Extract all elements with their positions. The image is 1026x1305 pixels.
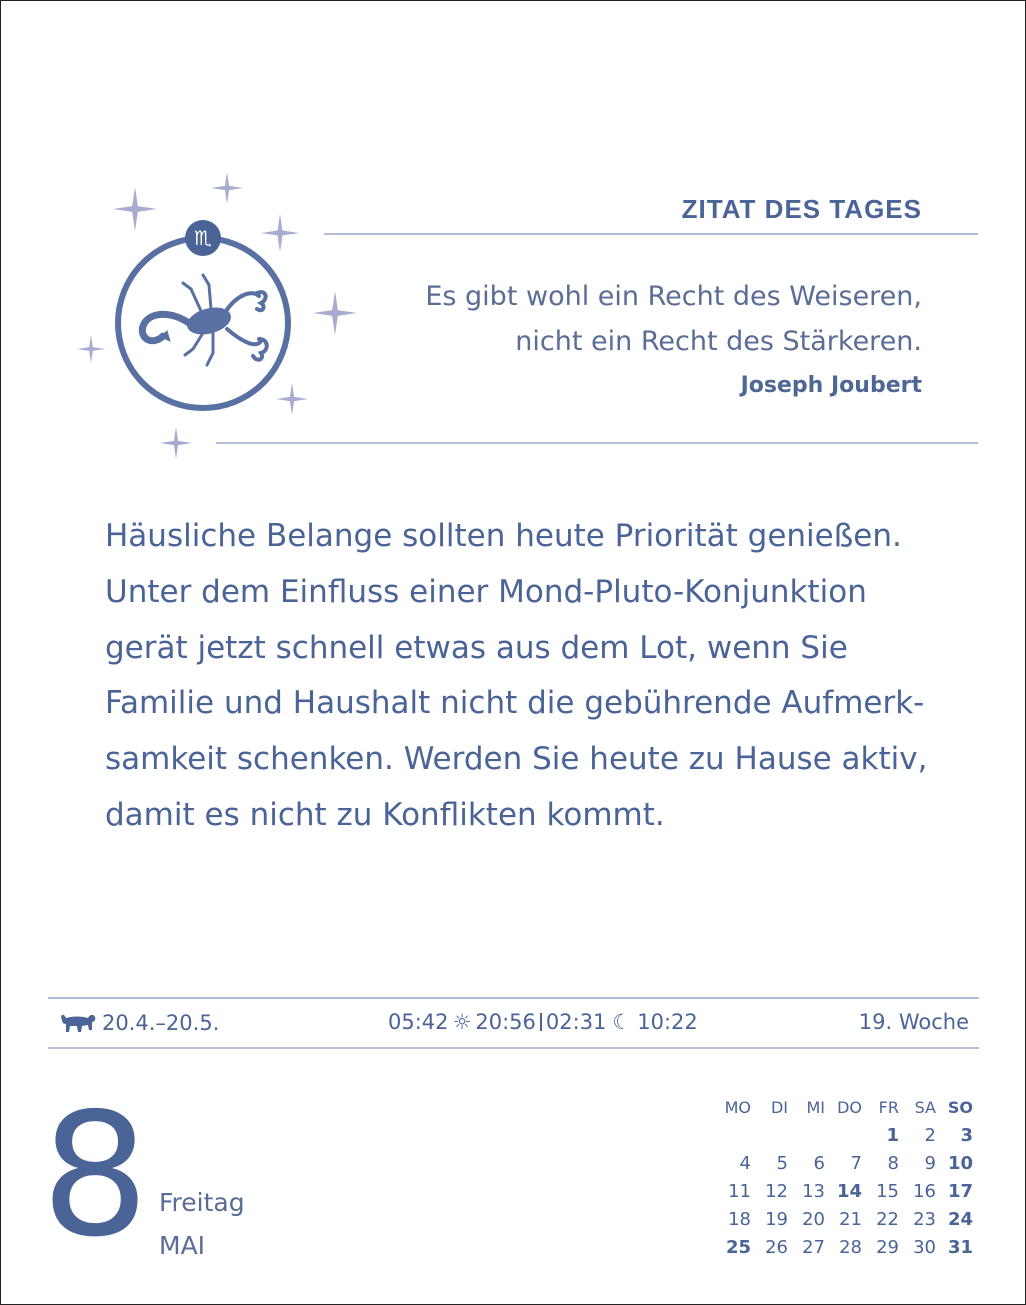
calendar-week-row	[714, 1205, 973, 1233]
sun-moon-times	[388, 1010, 698, 1034]
info-row	[48, 998, 979, 1048]
zodiac-date-range: 20.4.–20.5.	[102, 1011, 220, 1035]
calendar-day: 13	[802, 1180, 825, 1202]
sunrise-time: 05:42	[388, 1010, 449, 1034]
calendar-day: 3	[960, 1124, 973, 1146]
scorpion-icon	[142, 275, 266, 365]
calendar-header-row	[714, 1093, 973, 1121]
calendar-day: 23	[913, 1208, 936, 1230]
calendar-weekday-header: SO	[947, 1097, 973, 1117]
calendar-day: 26	[765, 1236, 788, 1258]
month-label: MAI	[159, 1231, 206, 1260]
quote-line: Es gibt wohl ein Recht des Weiseren,	[425, 281, 922, 312]
calendar-empty-cell	[788, 1121, 825, 1149]
horoscope-line: samkeit schenken. Werden Sie heute zu Hause aktiv,	[105, 741, 928, 778]
week-number: 19. Woche	[858, 1010, 969, 1034]
calendar-weekday-header: FR	[878, 1097, 899, 1117]
calendar-weekday-header: MO	[724, 1097, 751, 1117]
calendar-day: 10	[947, 1152, 973, 1174]
calendar-day: 21	[839, 1208, 862, 1230]
moonrise-time: 02:31	[545, 1010, 607, 1034]
calendar-empty-cell	[751, 1121, 788, 1149]
moonset-time: 10:22	[637, 1010, 698, 1034]
calendar-day: 29	[876, 1236, 899, 1258]
calendar-day: 8	[887, 1152, 899, 1174]
svg-text:♏: ♏	[194, 226, 212, 250]
horoscope-line: Familie und Haushalt nicht die gebührende Aufmerk-	[105, 685, 925, 722]
quote-text	[362, 274, 922, 364]
horoscope-line: Häusliche Belange sollten heute Priorität genießen.	[105, 518, 902, 554]
calendar-week-row	[714, 1177, 973, 1205]
bull-icon	[58, 1010, 98, 1036]
calendar-day: 7	[850, 1152, 862, 1174]
calendar-week-row	[714, 1149, 973, 1177]
weekday-label: Freitag	[159, 1188, 245, 1217]
calendar-day: 16	[913, 1180, 936, 1202]
calendar-week-row	[714, 1121, 973, 1149]
moon-icon: ☾	[612, 1010, 632, 1034]
calendar-day: 1	[886, 1124, 899, 1146]
horoscope-text	[105, 509, 985, 844]
quote-bottom-divider	[216, 442, 978, 444]
calendar-weekday-header: DI	[770, 1097, 788, 1117]
calendar-day: 27	[802, 1236, 825, 1258]
calendar-day: 30	[913, 1236, 936, 1258]
horoscope-line: Unter dem Einfluss einer Mond-Pluto-Konjunktion	[105, 573, 867, 610]
zodiac-emblem	[71, 171, 371, 471]
calendar-day: 17	[947, 1180, 973, 1202]
calendar-empty-cell	[714, 1121, 751, 1149]
calendar-day: 31	[947, 1236, 973, 1258]
quote-heading: ZITAT DES TAGES	[681, 194, 922, 224]
calendar-day: 24	[947, 1208, 973, 1230]
calendar-empty-cell	[825, 1121, 862, 1149]
quote-author: Joseph Joubert	[740, 373, 922, 398]
calendar-day: 4	[739, 1152, 751, 1174]
mini-calendar	[714, 1093, 973, 1261]
calendar-day: 6	[813, 1152, 825, 1174]
zodiac-sign-info	[58, 1010, 219, 1036]
calendar-weekday-header: SA	[914, 1097, 936, 1117]
time-separator	[540, 1013, 542, 1031]
calendar-week-row	[714, 1233, 973, 1261]
calendar-day: 19	[765, 1208, 788, 1230]
sun-icon: ☼	[452, 1010, 472, 1034]
calendar-day: 5	[776, 1152, 788, 1174]
calendar-day: 12	[765, 1180, 788, 1202]
info-bottom-divider	[48, 1047, 979, 1049]
calendar-day: 2	[924, 1124, 936, 1146]
calendar-weekday-header: DO	[837, 1097, 862, 1117]
calendar-day: 18	[728, 1208, 751, 1230]
horoscope-line: damit es nicht zu Konflikten kommt.	[105, 796, 665, 833]
calendar-weekday-header: MI	[806, 1097, 825, 1117]
calendar-day: 20	[802, 1208, 825, 1230]
calendar-day: 11	[728, 1180, 751, 1202]
day-number: 8	[41, 1077, 150, 1275]
calendar-day: 28	[839, 1236, 862, 1258]
calendar-day: 14	[836, 1180, 862, 1202]
calendar-day: 25	[725, 1236, 751, 1258]
calendar-day: 9	[924, 1152, 936, 1174]
calendar-day: 15	[876, 1180, 899, 1202]
calendar-day: 22	[876, 1208, 899, 1230]
quote-line: nicht ein Recht des Stärkeren.	[515, 326, 922, 357]
horoscope-line: gerät jetzt schnell etwas aus dem Lot, wenn Sie	[105, 629, 848, 666]
sunset-time: 20:56	[475, 1010, 536, 1034]
quote-top-divider	[324, 233, 978, 235]
